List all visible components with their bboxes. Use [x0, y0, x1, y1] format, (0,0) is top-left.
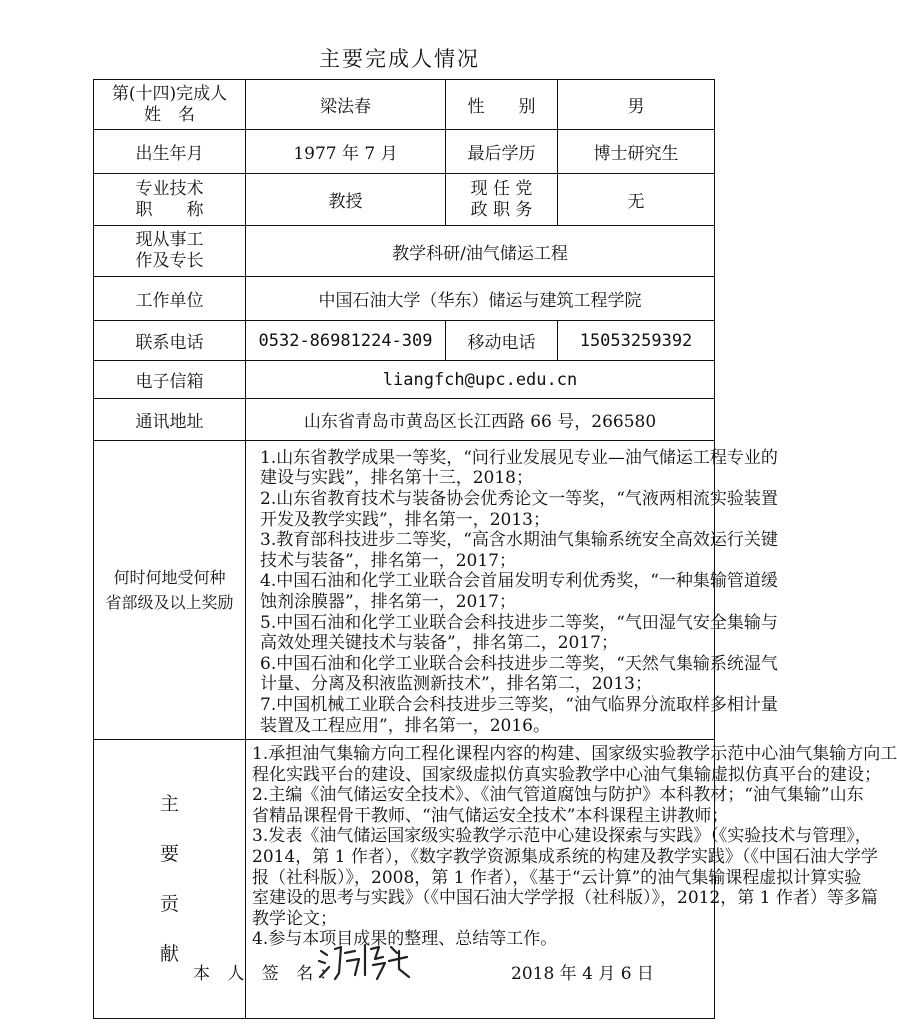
contrib-line: 报（社科版）》，2008，第 1 作者），《基于“云计算”的油气集输课程虚拟计算实验 [252, 867, 862, 888]
unit-value: 中国石油大学（华东）储运与建筑工程学院 [246, 277, 715, 321]
address-label: 通讯地址 [94, 399, 246, 441]
mobile-label: 移动电话 [446, 321, 558, 361]
name-label [94, 80, 246, 130]
awards-line: 6.中国石油和化学工业联合会科技进步二等奖，“天然气集输系统湿气 [260, 653, 778, 674]
gender-label: 性 别 [446, 80, 558, 130]
prof-title-label [94, 174, 246, 226]
handwritten-signature [315, 939, 415, 985]
name-label-line1: 第(十四)完成人 [111, 83, 228, 104]
birth-label: 出生年月 [94, 130, 246, 174]
awards-label-line2: 省部级及以上奖励 [105, 593, 234, 612]
awards-line: 1.山东省教学成果一等奖，“问行业发展见专业—油气储运工程专业的 [260, 447, 778, 468]
specialty-label-line2: 作及专长 [135, 251, 204, 271]
contrib-label-char: 主 [159, 793, 179, 815]
name-label-line2: 姓 名 [144, 104, 195, 125]
contrib-line: 2014，第 1 作者），《数字教学资源集成系统的构建及教学实践》（《中国石油大学学 [252, 846, 878, 867]
mobile-value: 15053259392 [558, 321, 715, 361]
awards-line: 蚀剂涂膜器”，排名第一，2017； [260, 592, 516, 612]
contrib-line: 程化实践平台的建设、国家级虚拟仿真实验教学中心油气集输虚拟仿真平台的建设； [252, 764, 881, 785]
row-unit [94, 277, 715, 321]
awards-line: 5.中国石油和化学工业联合会科技进步二等奖，“气田湿气安全集输与 [260, 612, 778, 633]
row-name [94, 80, 715, 130]
birth-value: 1977 年 7 月 [246, 130, 446, 174]
party-post-label-line1: 现 任 党 [470, 178, 533, 199]
awards-line: 高效处理关键技术与装备”，排名第二，2017； [260, 633, 618, 654]
contrib-line: 教学论文； [252, 908, 337, 929]
contrib-line: 3.发表《油气储运国家级实验教学示范中心建设探索与实践》（《实验技术与管理》， [252, 826, 872, 847]
contrib-label-char: 要 [159, 843, 179, 865]
party-post-label [446, 174, 558, 226]
awards-list [246, 441, 778, 740]
specialty-label [94, 226, 246, 277]
prof-title-label-line2: 职 称 [135, 199, 204, 220]
gender-value: 男 [558, 80, 715, 130]
unit-label: 工作单位 [94, 277, 246, 321]
party-post-value: 无 [558, 174, 715, 226]
row-email [94, 361, 715, 399]
phone-value: 0532-86981224-309 [246, 321, 446, 361]
awards-line: 装置及工程应用”，排名第一，2016。 [260, 715, 550, 736]
awards-line: 7.中国机械工业联合会科技进步三等奖，“油气临界分流取样多相计量 [260, 694, 778, 715]
contrib-line: 省精品课程骨干教师、“油气储运安全技术”本科课程主讲教师； [252, 805, 729, 826]
contrib-label-char: 贡 [159, 893, 179, 915]
personnel-form [93, 79, 897, 1019]
phone-label: 联系电话 [94, 321, 246, 361]
row-birth [94, 130, 715, 174]
awards-line: 4.中国石油和化学工业联合会首届发明专利优秀奖，“一种集输管道缓 [260, 571, 778, 592]
specialty-value: 教学科研/油气储运工程 [246, 226, 715, 277]
awards-line: 开发及教学实践”，排名第一，2013； [260, 509, 550, 530]
party-post-label-line2: 政 职 务 [470, 199, 533, 220]
prof-title-value: 教授 [246, 174, 446, 226]
row-title [94, 174, 715, 226]
name-value: 梁法春 [246, 80, 446, 130]
awards-label [94, 441, 246, 740]
awards-line: 3.教育部科技进步二等奖，“高含水期油气集输系统安全高效运行关键 [260, 530, 778, 551]
contrib-line: 室建设的思考与实践》（《中国石油大学学报（社科版）》，2012，第 1 作者）等多篇 [252, 888, 878, 909]
awards-label-line1: 何时何地受何种 [113, 568, 226, 587]
awards-line: 建设与实践”，排名第十三，2018； [260, 468, 533, 489]
address-value: 山东省青岛市黄岛区长江西路 66 号，266580 [246, 399, 715, 441]
row-phone [94, 321, 715, 361]
prof-title-label-line1: 专业技术 [135, 178, 204, 199]
contrib-label-char: 献 [159, 943, 179, 965]
specialty-label-line1: 现从事工 [135, 230, 204, 250]
row-awards [94, 441, 715, 740]
signature-area [93, 879, 878, 999]
row-specialty [94, 226, 715, 277]
email-value: liangfch@upc.edu.cn [246, 361, 715, 399]
awards-line: 2.山东省教育技术与装备协会优秀论文一等奖，“气液两相流实验装置 [260, 489, 778, 510]
awards-line: 计量、分离及积液监测新技术”，排名第二，2013； [260, 674, 652, 695]
contrib-line: 1.承担油气集输方向工程化课程内容的构建、国家级实验教学示范中心油气集输方向工 [252, 744, 897, 764]
row-address [94, 399, 715, 441]
contrib-line: 4.参与本项目成果的整理、总结等工作。 [252, 929, 558, 950]
email-label: 电子信箱 [94, 361, 246, 399]
education-value: 博士研究生 [558, 130, 715, 174]
education-label: 最后学历 [446, 130, 558, 174]
sign-date: 2018 年 4 月 6 日 [511, 964, 654, 984]
awards-line: 技术与装备”，排名第一，2017； [260, 550, 516, 571]
sign-label: 本 人 签 名： [193, 964, 343, 984]
page-title: 主要完成人情况 [319, 47, 480, 71]
contrib-line: 2.主编《油气储运安全技术》、《油气管道腐蚀与防护》本科教材；“油气集输”山东 [252, 785, 864, 806]
